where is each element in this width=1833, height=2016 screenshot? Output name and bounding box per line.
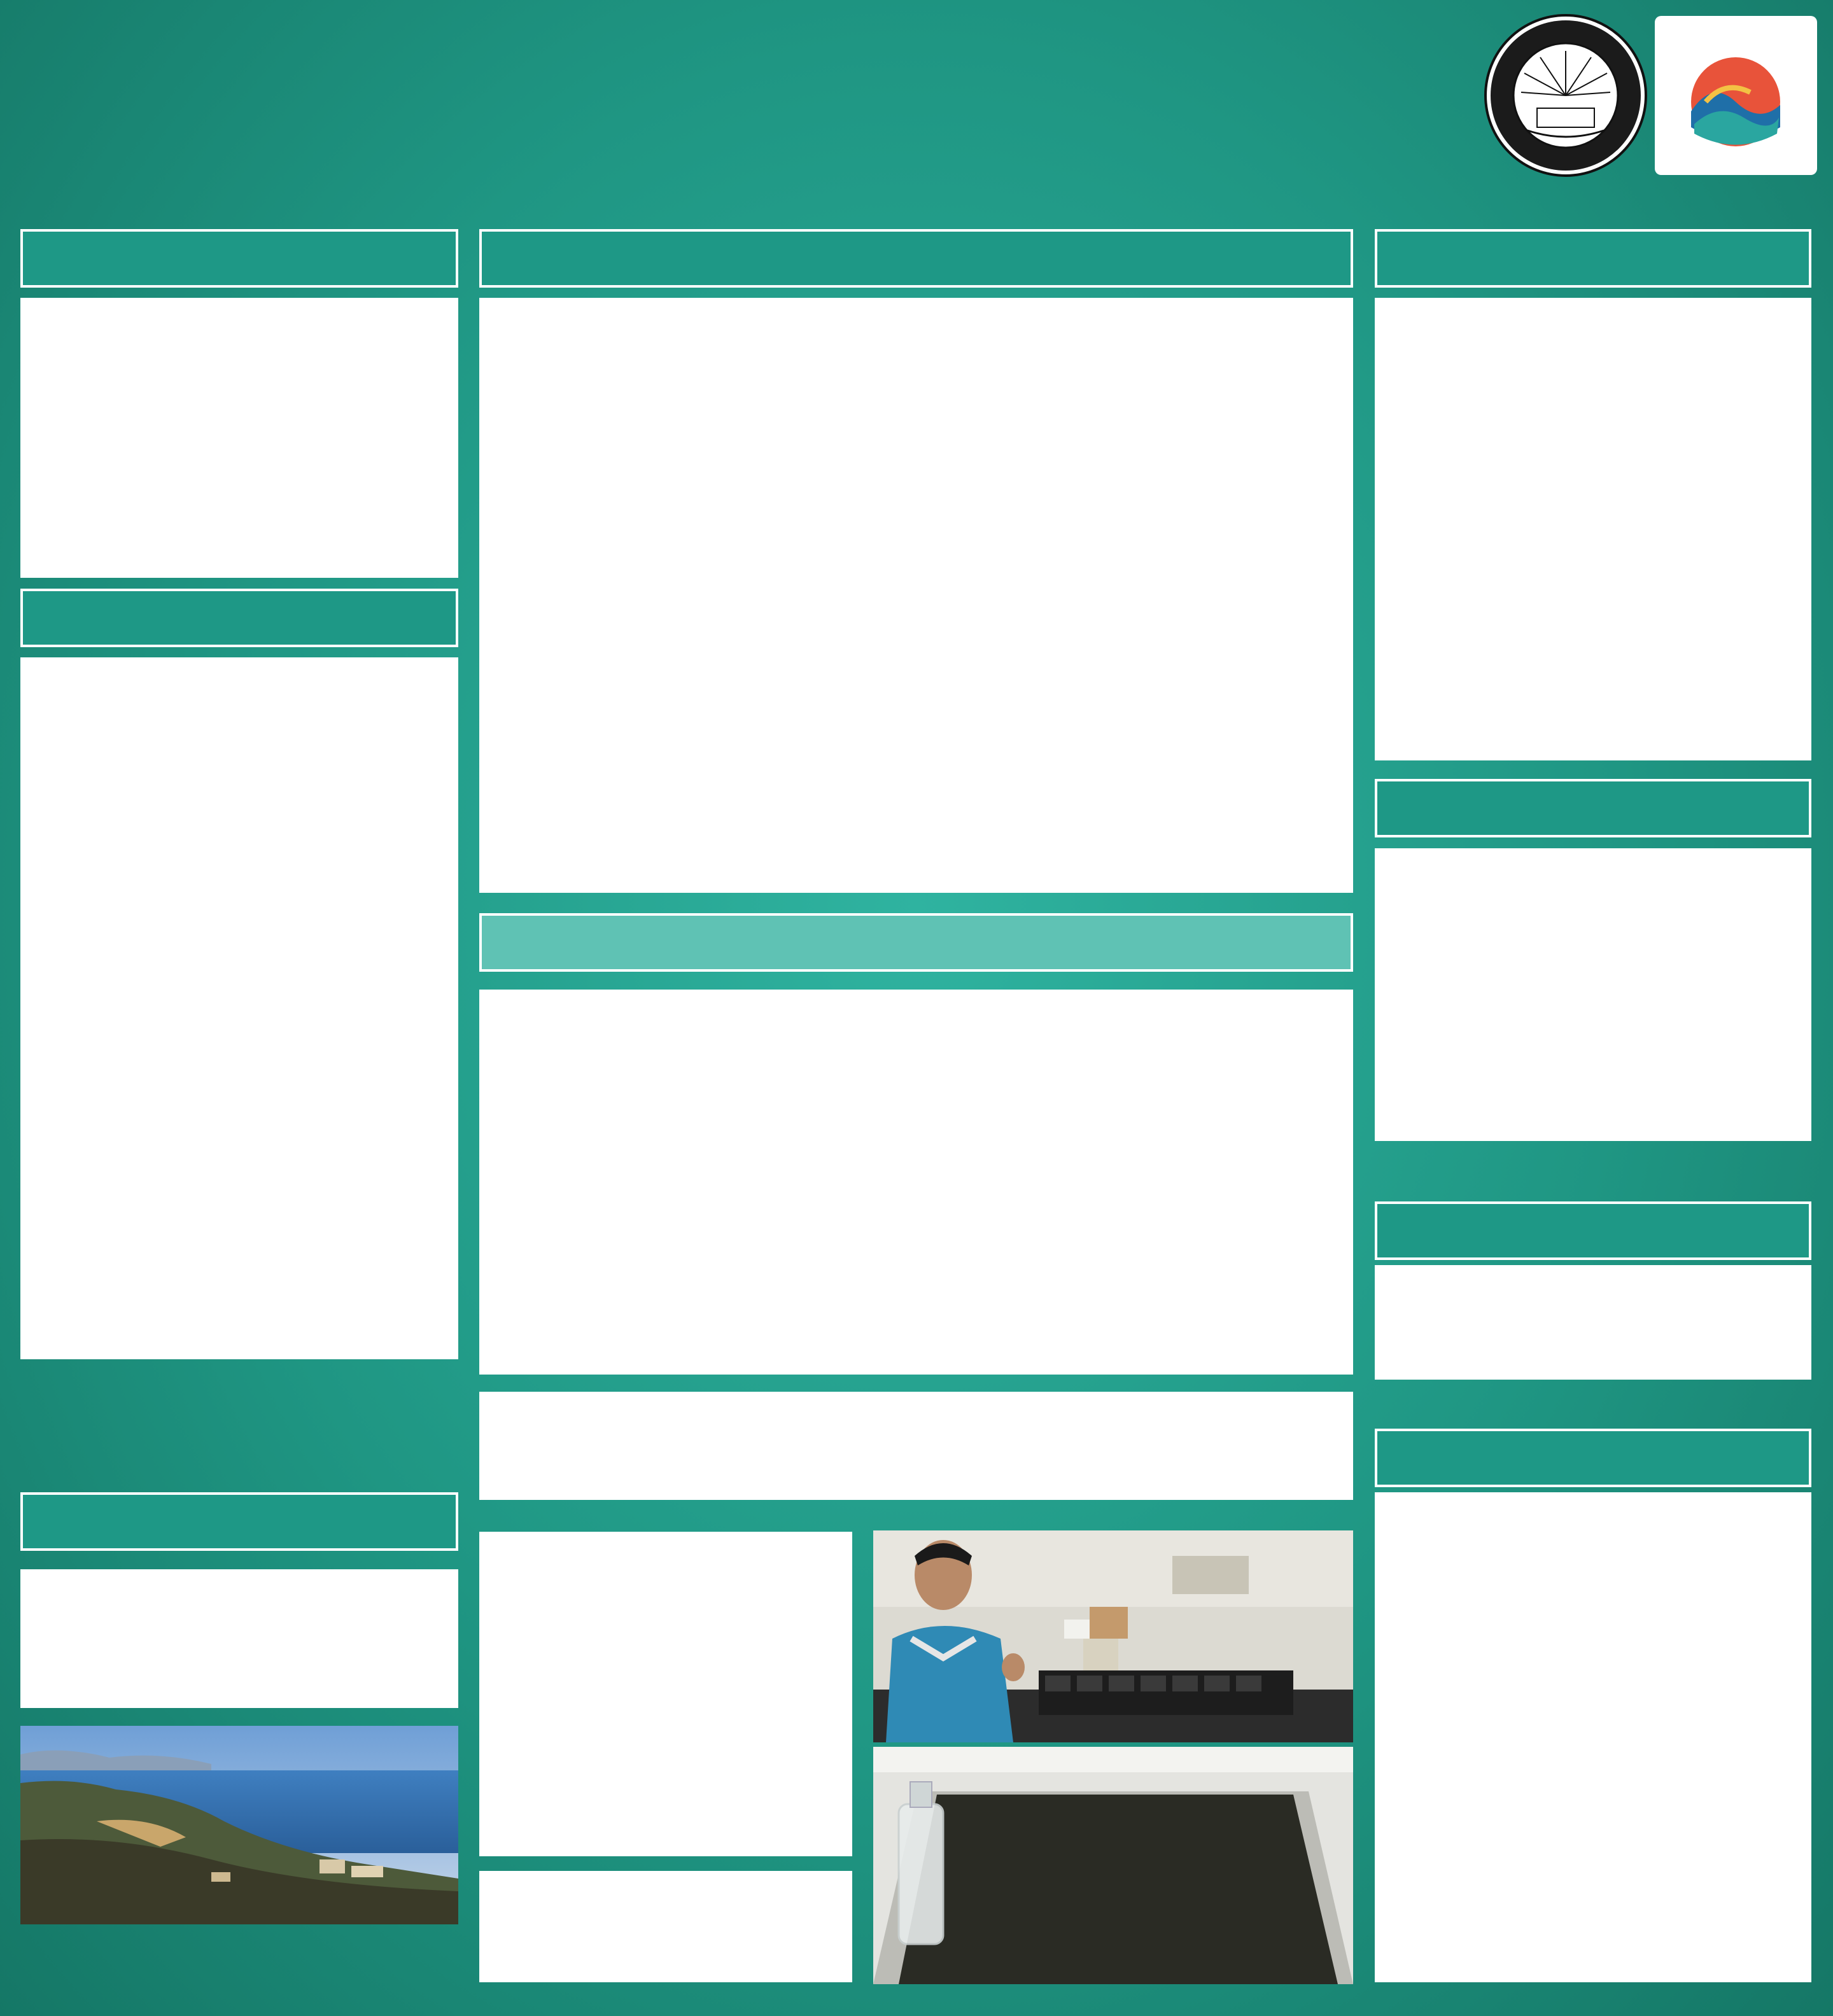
figure-1-caption (479, 1392, 1353, 1500)
introduction-heading (20, 589, 458, 647)
student-lab-photo (873, 1530, 1353, 1742)
methods-text (479, 298, 1353, 893)
works-cited-list (1375, 1492, 1811, 1982)
study-sites-heading (20, 1492, 458, 1551)
figure-1-panel (479, 990, 1353, 1375)
climate-calling-logo (1655, 16, 1817, 175)
acknowledgments-heading (1375, 1201, 1811, 1260)
acknowledgments-text (1375, 1265, 1811, 1380)
study-sites-text (20, 1569, 458, 1708)
introduction-text (20, 657, 458, 1359)
abstract-heading (20, 229, 458, 288)
figure-1-chart (479, 990, 1353, 1375)
figure-2-chart (479, 1532, 852, 1856)
university-seal (1483, 13, 1648, 178)
figure-2-caption (479, 1871, 852, 1982)
works-cited-heading (1375, 1429, 1811, 1487)
abstract-text (20, 298, 458, 578)
conclusion-text (1375, 848, 1811, 1141)
discussion-heading (1375, 229, 1811, 288)
figure-2-panel (479, 1532, 852, 1856)
university-logo (51, 38, 318, 146)
growth-chamber-photo (873, 1747, 1353, 1984)
discussion-text (1375, 298, 1811, 760)
methods-heading (479, 229, 1353, 288)
conclusion-heading (1375, 779, 1811, 837)
campus-photo (20, 1726, 458, 1924)
results-heading (479, 913, 1353, 972)
